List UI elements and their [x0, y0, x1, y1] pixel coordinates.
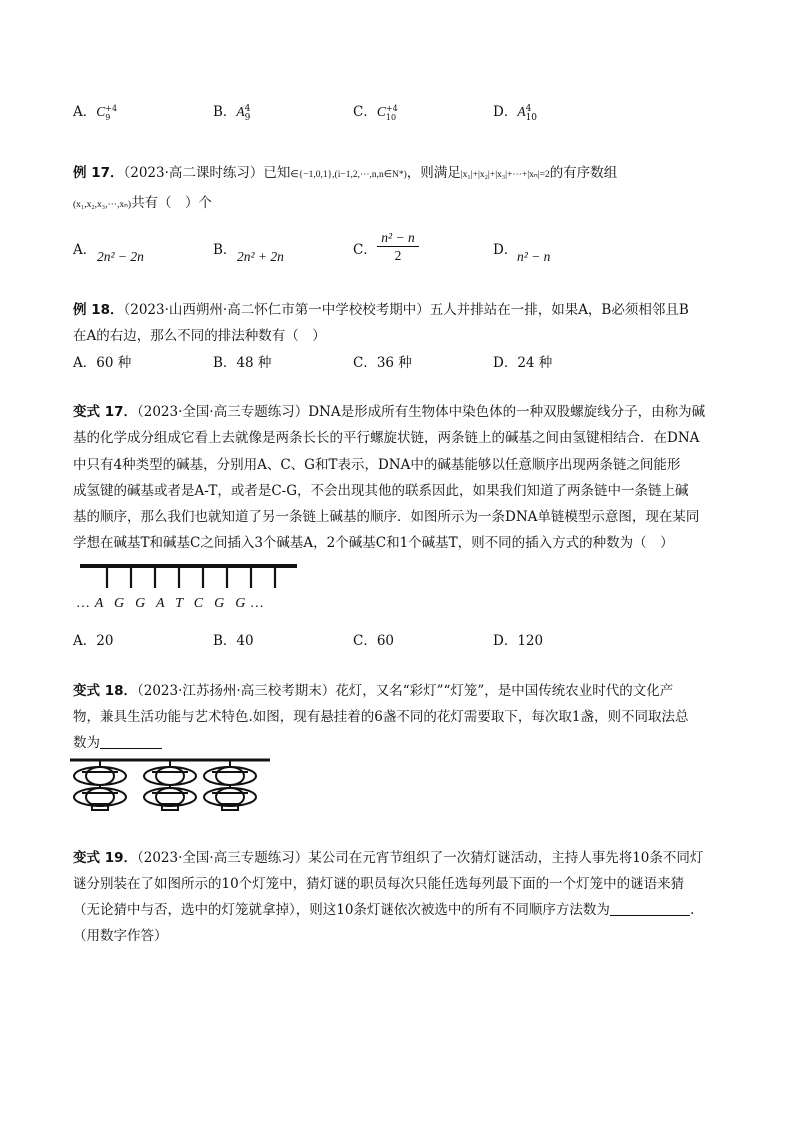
ex17-option-b-expr: 2n² + 2n	[237, 249, 284, 264]
prev-option-b: B．A 4 9	[213, 104, 251, 123]
var17-line2: 基的化学成分组成它看上去就像是两条长长的平行螺旋状链，两条链上的碱基之间由氢键相结合．在DNA	[73, 430, 700, 446]
ex18-option-b: B．48 种	[213, 355, 272, 371]
var17-line4: 成氢键的碱基或者是A-T，或者是C-G，不会出现其他的联系因此，如果我们知道了两条链中一条链上碱	[73, 483, 689, 499]
prev-option-a: A．C +4 9	[73, 104, 118, 122]
ex18-line1: 例 18．（2023·山西朔州·高二怀仁市第一中学校校考期中）五人并排站在一排，如果A，B必须相邻且B	[73, 302, 689, 318]
ex17-option-b: B．	[213, 242, 237, 258]
var17-option-b: B．40	[213, 633, 254, 649]
ex18-option-a: A．60 种	[73, 355, 132, 371]
ex17-option-d-expr: n² − n	[517, 249, 551, 264]
var18-line2: 物，兼具生活功能与艺术特色.如图，现有悬挂着的6盏不同的花灯需要取下，每次取1盏，则不同取法总	[73, 709, 689, 725]
var18-line1: 变式 18．（2023·江苏扬州·高三校考期末）花灯，又名“彩灯”“灯笼”，是中国传统农业时代的文化产	[73, 683, 674, 699]
var17-line6: 学想在碱基T和碱基C之间插入3个碱基A，2个碱基C和1个碱基T，则不同的插入方式的种数为（ ）	[73, 535, 674, 551]
ex17-line2: (x₁,x₂,x₃,⋯,xₙ)共有（ ）个	[73, 195, 213, 211]
ex17-option-a-expr: 2n² − 2n	[97, 249, 144, 264]
dna-base-letters: … A G G A T C G G …	[77, 596, 264, 611]
lanterns-diagram	[70, 756, 280, 818]
var19-line1: 变式 19．（2023·全国·高三专题练习）某公司在元宵节组织了一次猜灯谜活动，主持人事先将10条不同灯	[73, 850, 704, 866]
var19-line4: （用数字作答）	[73, 928, 168, 944]
ex18-option-d: D．24 种	[493, 355, 553, 371]
var19-line3: （无论猜中与否，选中的灯笼就拿掉），则这10条灯谜依次被选中的所有不同顺序方法数为 .	[73, 902, 695, 918]
var17-option-c: C．60	[353, 633, 395, 649]
ex17-line1: 例 17．（2023·高二课时练习）已知∈{−1,0,1},(i−1,2,⋯,n,n∈N*)，则满足|x₁|+|x₂|+|x₃|+⋯+|xₙ|=2的有序数组	[73, 165, 618, 181]
var17-line1: 变式 17．（2023·全国·高三专题练习）DNA是形成所有生物体中染色体的一种双股螺旋线分子，由称为碱	[73, 404, 706, 420]
var18-line3: 数为	[73, 733, 162, 753]
ex18-option-c: C．36 种	[353, 355, 412, 371]
ex17-option-d: D．	[493, 242, 518, 258]
var17-option-a: A．20	[73, 633, 114, 649]
ex17-option-c-fraction: n² − n 2	[377, 229, 419, 264]
prev-option-c: C．C +4 10	[353, 104, 398, 122]
var17-option-d: D．120	[493, 633, 544, 649]
answer-blank[interactable]	[100, 734, 162, 749]
ex17-option-c: C．	[353, 242, 377, 258]
ex18-line2: 在A的右边，那么不同的排法种数有（ ）	[73, 328, 326, 344]
var17-line3: 中只有4种类型的碱基，分别用A、C、G和T表示，DNA中的碱基能够以任意顺序出现两条链之间能形	[73, 457, 681, 473]
var17-line5: 基的顺序，那么我们也就知道了另一条链上碱基的顺序．如图所示为一条DNA单链模型示意图，现在某同	[73, 509, 700, 525]
dna-strand-diagram	[75, 560, 305, 592]
answer-blank[interactable]	[610, 901, 690, 916]
var19-line2: 谜分别装在了如图所示的10个灯笼中，猜灯谜的职员每次只能任选每列最下面的一个灯笼中的谜语来猜	[73, 876, 685, 892]
prev-option-d: D．A 4 10	[493, 104, 538, 123]
ex17-option-a: A．	[73, 242, 97, 258]
